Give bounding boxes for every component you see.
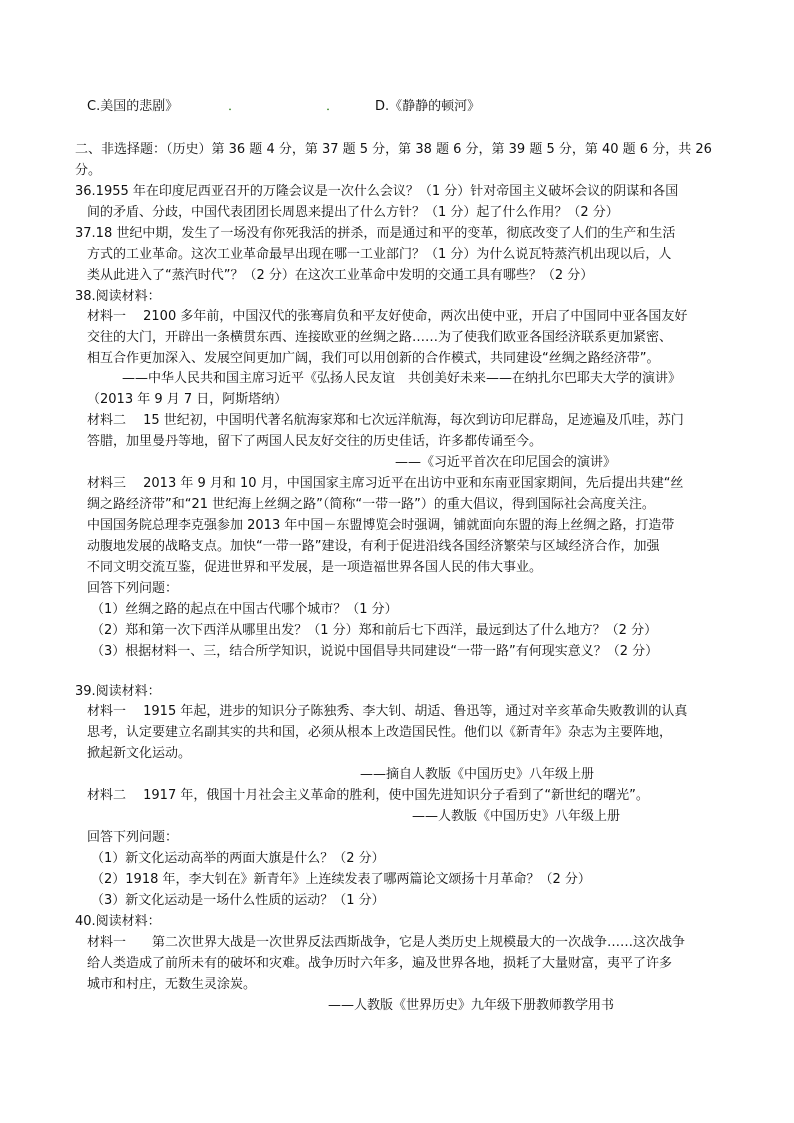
q38-title: 38.阅读材料： <box>75 289 161 304</box>
q38-material-2: 材料二 15 世纪初，中国明代著名航海家郑和七次远洋航海，每次到访印尼群岛，足迹遍及爪哇，苏门 <box>87 413 684 428</box>
q38-material-1: 交往的大门，开辟出一条横贯东西、连接欧亚的丝绸之路……为了使我们欧亚各国经济联系更加紧密、 <box>87 330 673 345</box>
q36-line: 36.1955 年在印度尼西亚召开的万隆会议是一次什么会议？（1 分）针对帝国主义破坏会议的阴谋和各国 <box>75 184 679 199</box>
q37-line: 37.18 世纪中期，发生了一场没有你死我活的拼杀，而是通过和平的变革，彻底改变了人们的生产和生活 <box>75 226 676 241</box>
q38-material-3: 材料三 2013 年 9 月和 10 月，中国国家主席习近平在出访中亚和东南亚国家期间，先后提出共建“丝 <box>87 476 684 491</box>
q39-title: 39.阅读材料： <box>75 684 161 699</box>
q40-title: 40.阅读材料： <box>75 914 161 929</box>
q38-material-3: 动腹地发展的战略支点。加快“一带一路”建设，有利于促进沿线各国经济繁荣与区域经济合作，加强 <box>87 539 660 554</box>
q40-material-1: 城市和村庄，无数生灵涂炭。 <box>87 977 257 992</box>
q38-material-3: 不同文明交流互鉴，促进世界和平发展，是一项造福世界各国人民的伟大事业。 <box>87 560 543 575</box>
option-d: D.《静静的顿河》 <box>375 99 481 114</box>
q38-material-1: 相互合作更加深入、发展空间更加广阔，我们可以用创新的合作模式，共同建设“丝绸之路经济带”。 <box>87 351 660 366</box>
q38-material-3: 中国国务院总理李克强参加 2013 年中国－东盟博览会时强调，铺就面向东盟的海上丝绸之路，打造带 <box>87 518 675 533</box>
q38-material-2-source: ——《习近平首次在印尼国会的演讲》 <box>395 455 617 470</box>
q39-material-2: 材料二 1917 年，俄国十月社会主义革命的胜利，使中国先进知识分子看到了“新世纪的曙光”。 <box>87 788 649 803</box>
q39-question: （3）新文化运动是一场什么性质的运动？（1 分） <box>91 893 385 908</box>
q38-question: （3）根据材料一、三，结合所学知识，说说中国倡导共同建设“一带一路”有何现实意义？（2 分） <box>91 644 659 659</box>
q38-material-1: 材料一 2100 多年前，中国汉代的张骞肩负和平友好使命，两次出使中亚，开启了中国同中亚各国友好 <box>87 309 688 324</box>
q39-material-1: 思考，认定要建立名副其实的共和国，必须从根本上改造国民性。他们以《新青年》杂志为主要阵地， <box>87 725 673 740</box>
q39-question: （1）新文化运动高举的两面大旗是什么？（2 分） <box>91 851 385 866</box>
q39-material-1-source: ——摘自人教版《中国历史》八年级上册 <box>360 767 595 782</box>
q38-question: （1）丝绸之路的起点在中国古代哪个城市？（1 分） <box>91 602 398 617</box>
q39-material-1: 材料一 1915 年起，进步的知识分子陈独秀、李大钊、胡适、鲁迅等，通过对辛亥革命失败教训的认真 <box>87 704 688 719</box>
q39-material-1: 掀起新文化运动。 <box>87 746 192 761</box>
q37-line: 类从此进入了“蒸汽时代”？（2 分）在这次工业革命中发明的交通工具有哪些？（2 分） <box>87 268 594 283</box>
q40-material-1: 给人类造成了前所未有的破坏和灾难。战争历时六年多，遍及世界各地，损耗了大量财富，夷平了许多 <box>87 956 673 971</box>
option-c: C.美国的悲剧》 <box>87 99 179 114</box>
q40-material-1-source: ——人教版《世界历史》九年级下册教师教学用书 <box>328 998 615 1013</box>
q38-material-1-source: ——中华人民共和国主席习近平《弘扬人民友谊 共创美好未来——在纳扎尔巴耶夫大学的演讲》 <box>122 371 682 386</box>
q39-material-2-source: ——人教版《中国历史》八年级上册 <box>412 809 621 824</box>
q37-line: 方式的工业革命。这次工业革命最早出现在哪一工业部门？（1 分）为什么说瓦特蒸汽机出现以后，人 <box>87 247 672 262</box>
q38-material-1-date: （2013 年 9 月 7 日，阿斯塔纳） <box>87 392 288 407</box>
q36-line: 间的矛盾、分歧，中国代表团团长周恩来提出了什么方针？（1 分）起了什么作用？（2 分） <box>87 205 619 220</box>
q40-material-1: 材料一 第二次世界大战是一次世界反法西斯战争，它是人类历史上规模最大的一次战争……这次战争 <box>87 935 686 950</box>
stray-mark: ． <box>326 99 340 114</box>
q38-material-2: 答腊，加里曼丹等地，留下了两国人民友好交往的历史佳话，许多都传诵至今。 <box>87 434 543 449</box>
section-heading-cont: 分。 <box>75 163 102 178</box>
q38-question: （2）郑和第一次下西洋从哪里出发？（1 分）郑和前后七下西洋，最远到达了什么地方？（2 分） <box>91 623 658 638</box>
stray-mark: ． <box>228 99 242 114</box>
q38-prompt: 回答下列问题： <box>87 581 179 596</box>
q38-material-3: 绸之路经济带”和“21 世纪海上丝绸之路”（简称“一带一路”）的重大倡议，得到国际社会高度关注。 <box>87 497 655 512</box>
section-heading: 二、非选择题：（历史）第 36 题 4 分，第 37 题 5 分，第 38 题 6 分，第 39 题 5 分，第 40 题 6 分，共 26 <box>75 142 712 157</box>
q39-prompt: 回答下列问题： <box>87 830 179 845</box>
q39-question: （2）1918 年，李大钊在》新青年》上连续发表了哪两篇论文颂扬十月革命？（2 分） <box>91 872 591 887</box>
